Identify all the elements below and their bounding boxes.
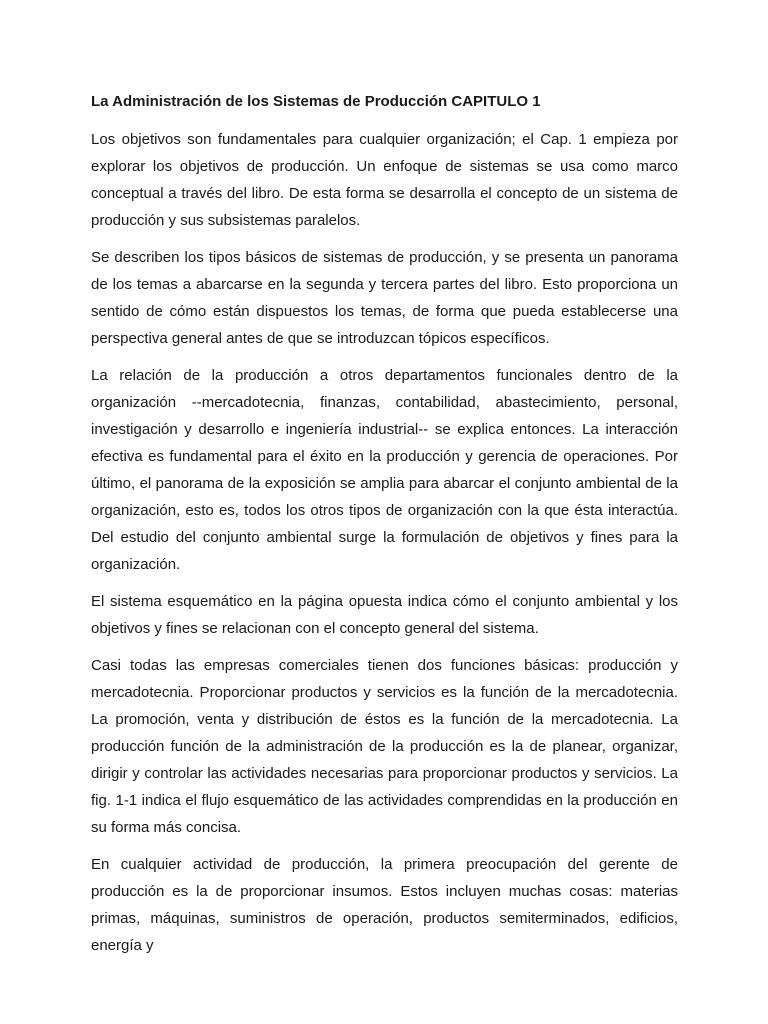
paragraph-basic-functions: Casi todas las empresas comerciales tienen dos funciones básicas: producción y mercadotecnia. Proporcionar productos y servicios es la función de la mercadotecnia. La promoción, venta y distribución de éstos es la función de la mercadotecnia. La producción función de la administración de la producción es la de planear, organizar, dirigir y controlar las actividades necesarias para proporcionar productos y servicios. La fig. 1-1 indica el flujo esquemático de las actividades comprendidas en la producción en su forma más concisa. [91, 657, 678, 836]
document-page [91, 88, 678, 969]
paragraph-schematic: El sistema esquemático en la página opuesta indica cómo el conjunto ambiental y los objetivos y fines se relacionan con el concepto general del sistema. [91, 593, 678, 637]
paragraph-system-types: Se describen los tipos básicos de sistemas de producción, y se presenta un panorama de los temas a abarcarse en la segunda y tercera partes del libro. Esto proporciona un sentido de cómo están dispuestos los temas, de forma que pueda establecerse una perspectiva general antes de que se introduzcan tópicos específicos. [91, 249, 678, 347]
document-title: La Administración de los Sistemas de Producción CAPITULO 1 [91, 93, 541, 110]
paragraph-departments: La relación de la producción a otros departamentos funcionales dentro de la organización --mercadotecnia, finanzas, contabilidad, abastecimiento, personal, investigación y desarrollo e ingeniería industrial-- se explica entonces. La interacción efectiva es fundamental para el éxito en la producción y gerencia de operaciones. Por último, el panorama de la exposición se amplia para abarcar el conjunto ambiental de la organización, esto es, todos los otros tipos de organización con la que ésta interactúa. Del estudio del conjunto ambiental surge la formulación de objetivos y fines para la organización. [91, 367, 678, 573]
paragraph-objectives: Los objetivos son fundamentales para cualquier organización; el Cap. 1 empieza por explorar los objetivos de producción. Un enfoque de sistemas se usa como marco conceptual a través del libro. De esta forma se desarrolla el concepto de un sistema de producción y sus subsistemas paralelos. [91, 131, 678, 229]
paragraph-inputs: En cualquier actividad de producción, la primera preocupación del gerente de producción es la de proporcionar insumos. Estos incluyen muchas cosas: materias primas, máquinas, suministros de operación, productos semiterminados, edificios, energía y [91, 856, 678, 954]
